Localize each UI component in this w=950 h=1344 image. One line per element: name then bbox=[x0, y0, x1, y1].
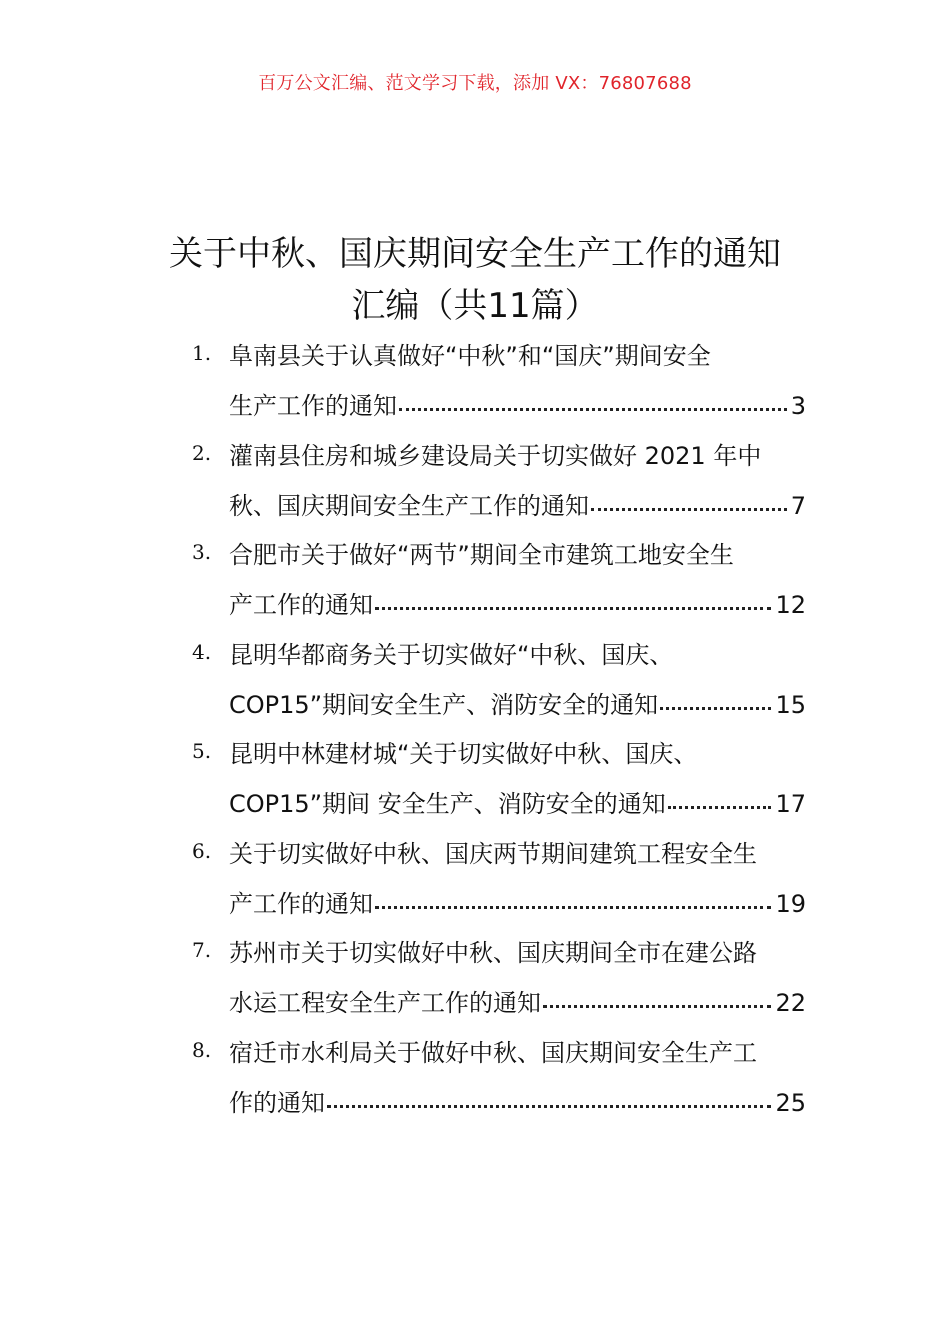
toc-page-number: 15 bbox=[775, 690, 806, 719]
toc-entry-3[interactable] bbox=[0, 529, 950, 629]
toc-title-line-2 bbox=[229, 386, 806, 421]
toc-leader-dots bbox=[327, 1087, 771, 1111]
toc-leader-dots bbox=[375, 888, 771, 912]
toc-entry-5[interactable] bbox=[0, 728, 950, 828]
title-line-2: 汇编（共11篇） bbox=[351, 286, 599, 326]
toc-page-number: 12 bbox=[775, 591, 806, 619]
toc-title-line-2 bbox=[229, 784, 806, 819]
toc-title-line-2 bbox=[229, 983, 806, 1018]
toc-page-number: 25 bbox=[775, 1088, 806, 1117]
header-promo-note: 百万公文汇编、范文学习下载，添加 VX：76807688 bbox=[258, 73, 692, 94]
toc-entry-1[interactable] bbox=[0, 330, 950, 430]
toc-number: 2. bbox=[192, 440, 212, 465]
toc-entry-4[interactable] bbox=[0, 629, 950, 729]
toc-page-number: 3 bbox=[790, 392, 806, 420]
toc-title-tail: 产工作的通知 bbox=[229, 889, 373, 918]
toc-title-tail: 秋、国庆期间安全生产工作的通知 bbox=[229, 491, 589, 520]
toc-number: 4. bbox=[192, 639, 212, 664]
toc-leader-dots bbox=[660, 689, 771, 713]
toc-title-line-2 bbox=[229, 1083, 806, 1118]
toc-entry-2[interactable] bbox=[0, 430, 950, 530]
toc-title-tail: 水运工程安全生产工作的通知 bbox=[229, 989, 541, 1017]
toc-page-number: 17 bbox=[775, 790, 806, 818]
toc-title-line-1: 阜南县关于认真做好“中秋”和“国庆”期间安全 bbox=[229, 342, 711, 370]
toc-title-line-2 bbox=[229, 685, 806, 720]
toc-leader-dots bbox=[399, 390, 787, 414]
table-of-contents bbox=[0, 330, 950, 1126]
toc-number: 8. bbox=[192, 1037, 212, 1062]
toc-entry-7[interactable] bbox=[0, 927, 950, 1027]
toc-leader-dots bbox=[668, 788, 772, 812]
toc-title-line-1: 灌南县住房和城乡建设局关于切实做好 2021 年中 bbox=[229, 441, 762, 470]
toc-leader-dots bbox=[543, 987, 771, 1011]
toc-entry-6[interactable] bbox=[0, 828, 950, 928]
toc-title-tail: 产工作的通知 bbox=[229, 591, 373, 619]
toc-title-tail: COP15”期间安全生产、消防安全的通知 bbox=[229, 690, 659, 719]
toc-entry-8[interactable] bbox=[0, 1027, 950, 1127]
toc-number: 5. bbox=[192, 739, 212, 763]
toc-title-line-1: 合肥市关于做好“两节”期间全市建筑工地安全生 bbox=[229, 541, 734, 569]
toc-leader-dots bbox=[591, 490, 787, 514]
toc-number: 1. bbox=[192, 341, 212, 365]
document-title bbox=[120, 228, 830, 332]
toc-title-line-1: 关于切实做好中秋、国庆两节期间建筑工程安全生 bbox=[229, 839, 757, 868]
toc-title-line-2 bbox=[229, 486, 806, 521]
toc-title-line-1: 宿迁市水利局关于做好中秋、国庆期间安全生产工 bbox=[229, 1038, 757, 1067]
toc-title-tail: 作的通知 bbox=[229, 1088, 325, 1117]
toc-title-line-2 bbox=[229, 585, 806, 620]
toc-title-line-1: 苏州市关于切实做好中秋、国庆期间全市在建公路 bbox=[229, 939, 757, 967]
toc-title-tail: COP15”期间 安全生产、消防安全的通知 bbox=[229, 790, 666, 818]
toc-title-line-1: 昆明华都商务关于切实做好“中秋、国庆、 bbox=[229, 640, 674, 669]
title-line-1: 关于中秋、国庆期间安全生产工作的通知 bbox=[169, 234, 781, 274]
toc-page-number: 19 bbox=[775, 889, 806, 918]
toc-title-line-2 bbox=[229, 884, 806, 919]
toc-leader-dots bbox=[375, 589, 771, 613]
toc-number: 3. bbox=[192, 540, 212, 564]
toc-number: 6. bbox=[192, 838, 212, 863]
toc-title-line-1: 昆明中林建材城“关于切实做好中秋、国庆、 bbox=[229, 740, 698, 768]
toc-number: 7. bbox=[192, 938, 212, 962]
toc-title-tail: 生产工作的通知 bbox=[229, 392, 397, 420]
toc-page-number: 7 bbox=[790, 491, 806, 520]
toc-page-number: 22 bbox=[775, 989, 806, 1017]
